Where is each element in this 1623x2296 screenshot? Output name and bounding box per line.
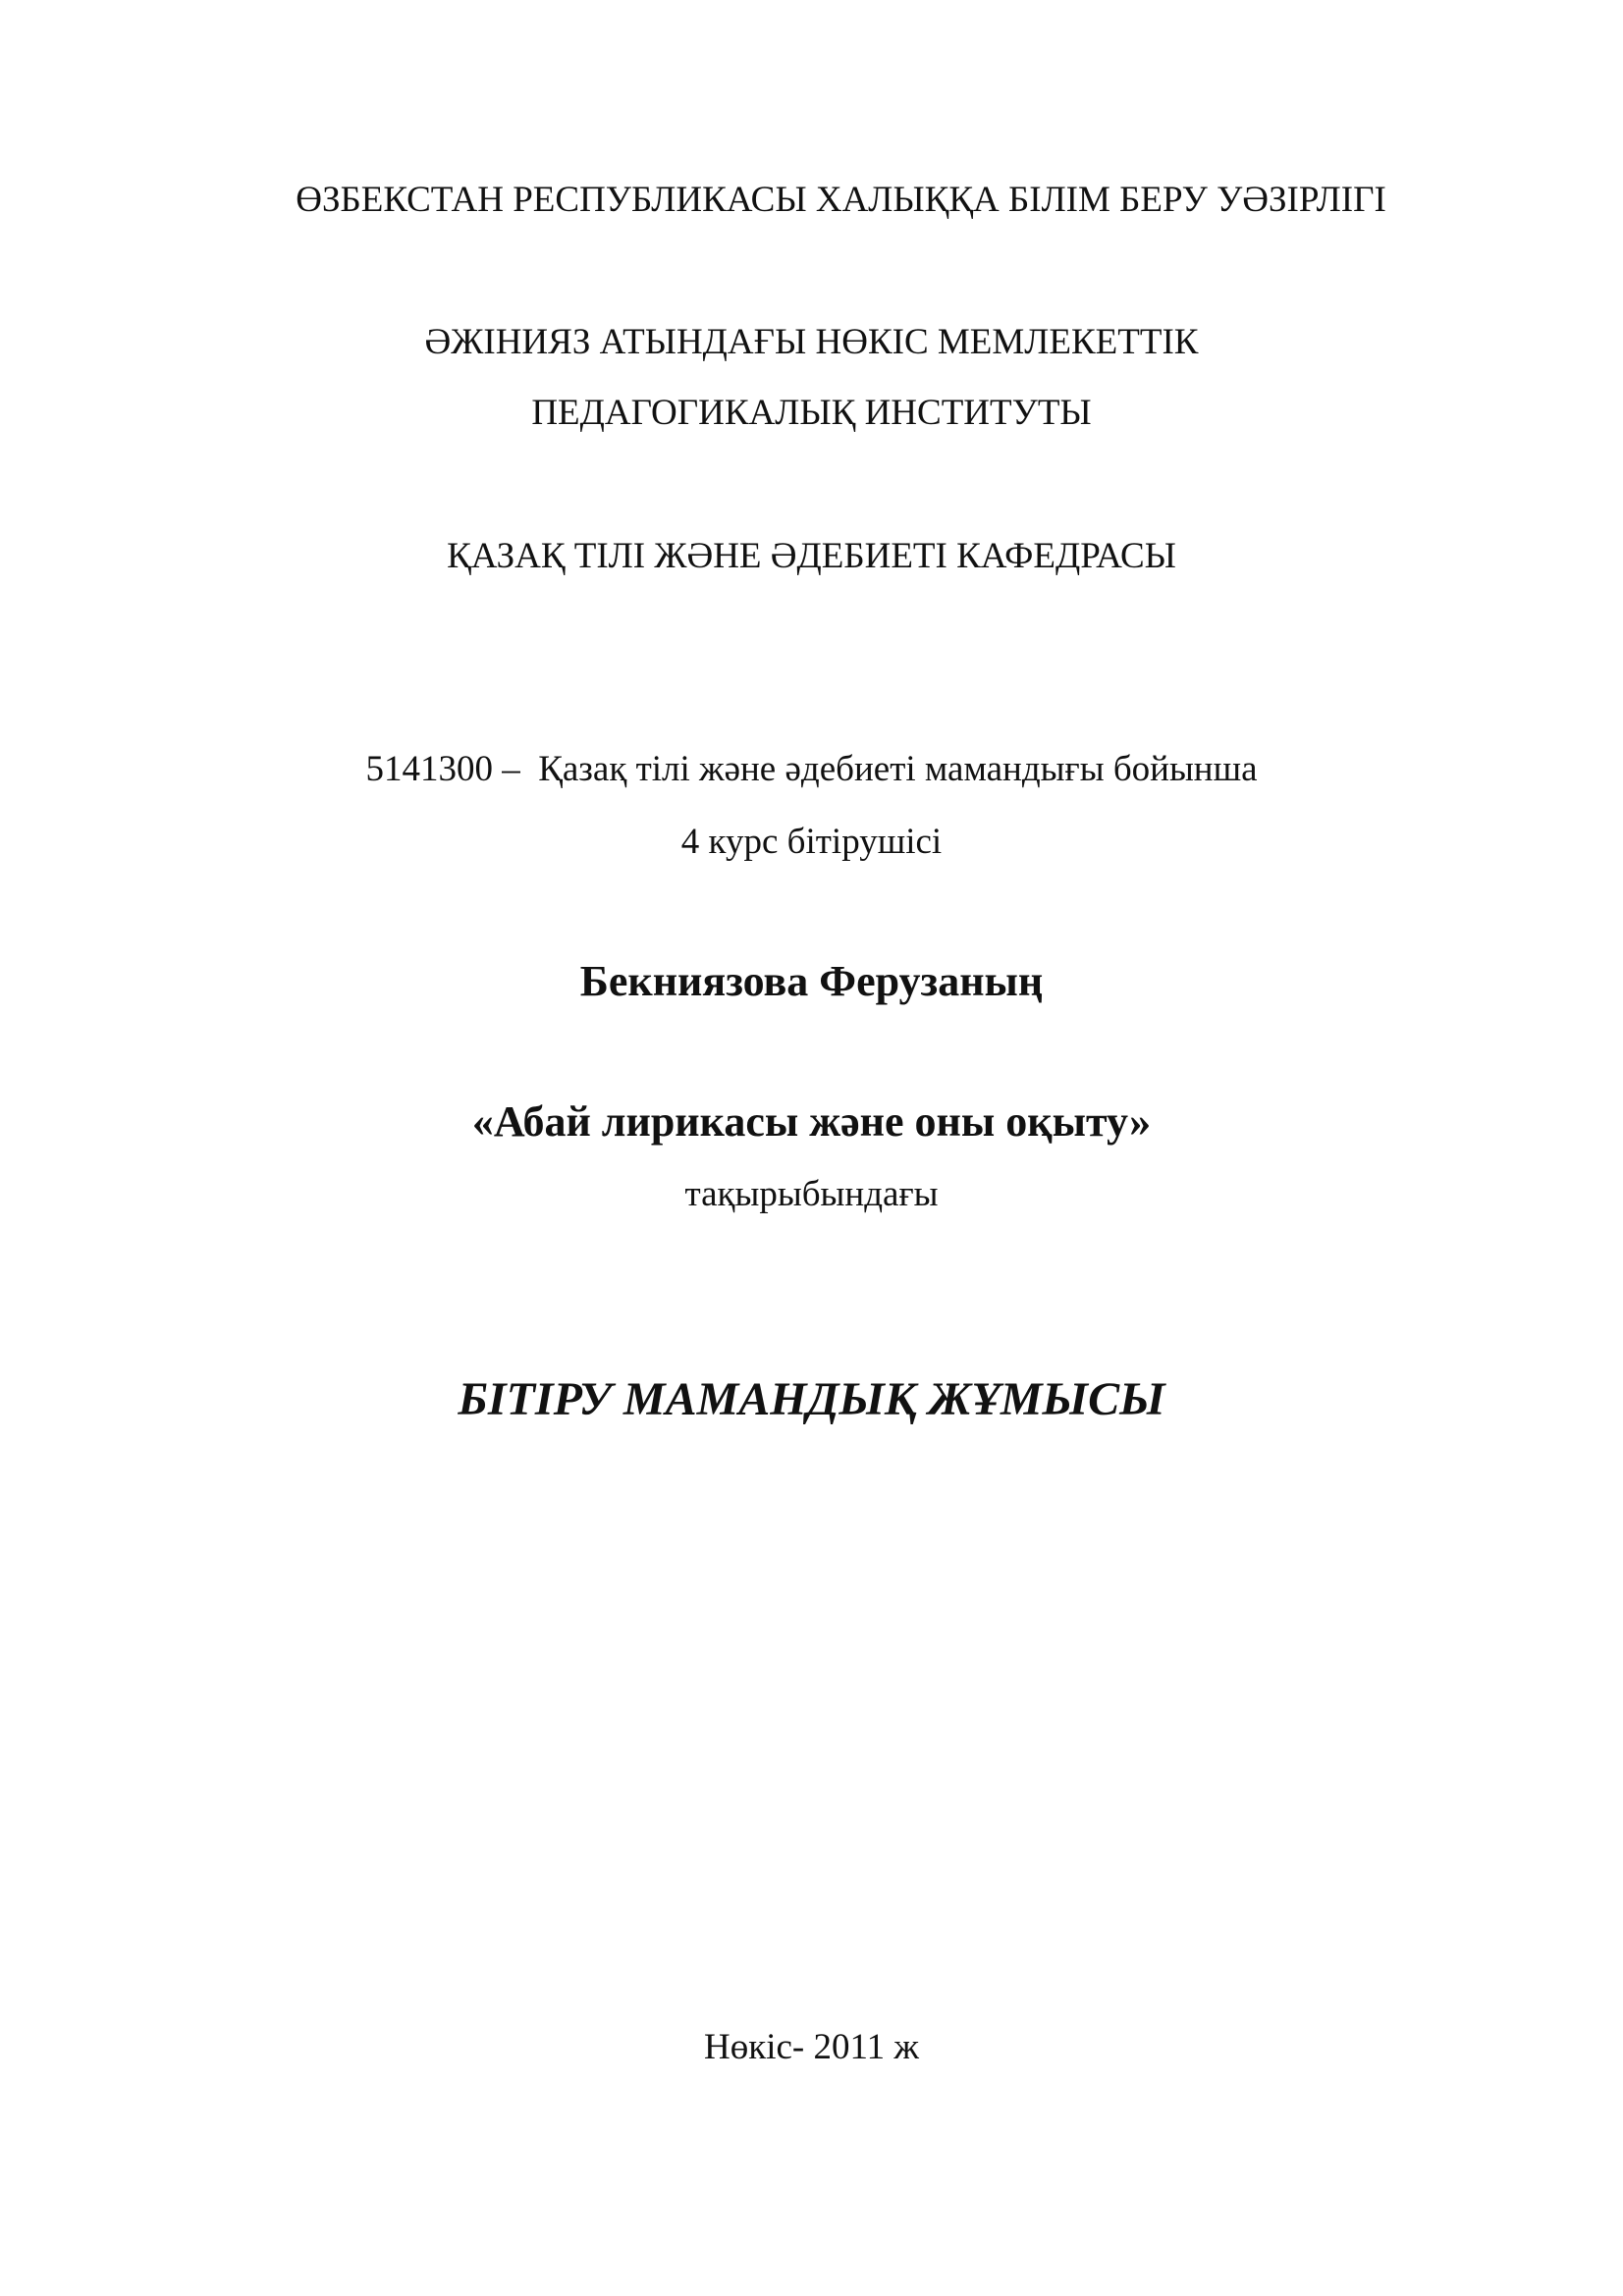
author-name: Бекниязова Ферузаның bbox=[579, 957, 1044, 1005]
ministry-heading: ӨЗБЕКСТАН РЕСПУБЛИКАСЫ ХАЛЫҚҚА БІЛІМ БЕРУ УӘЗІРЛІГІ bbox=[296, 180, 1386, 220]
specialty-line: 5141300 – Қазақ тілі және әдебиеті мамандығы бойынша bbox=[365, 749, 1258, 789]
thesis-topic: «Абай лирикасы және оны оқыту» bbox=[471, 1097, 1152, 1146]
institute-name-line-1: ӘЖІНИЯЗ АТЫНДАҒЫ НӨКІС МЕМЛЕКЕТТІК bbox=[424, 322, 1199, 362]
thesis-topic-suffix: тақырыбындағы bbox=[684, 1174, 939, 1214]
place-and-year: Нөкіс- 2011 ж bbox=[704, 2027, 919, 2067]
department-name: ҚАЗАҚ ТІЛІ ЖӘНЕ ӘДЕБИЕТІ КАФЕДРАСЫ bbox=[447, 536, 1176, 576]
institute-name-line-2: ПЕДАГОГИКАЛЫҚ ИНСТИТУТЫ bbox=[531, 393, 1092, 433]
course-line: 4 курс бітірушісі bbox=[680, 822, 943, 862]
work-type-title: БІТІРУ МАМАНДЫҚ ЖҰМЫСЫ bbox=[458, 1373, 1165, 1425]
